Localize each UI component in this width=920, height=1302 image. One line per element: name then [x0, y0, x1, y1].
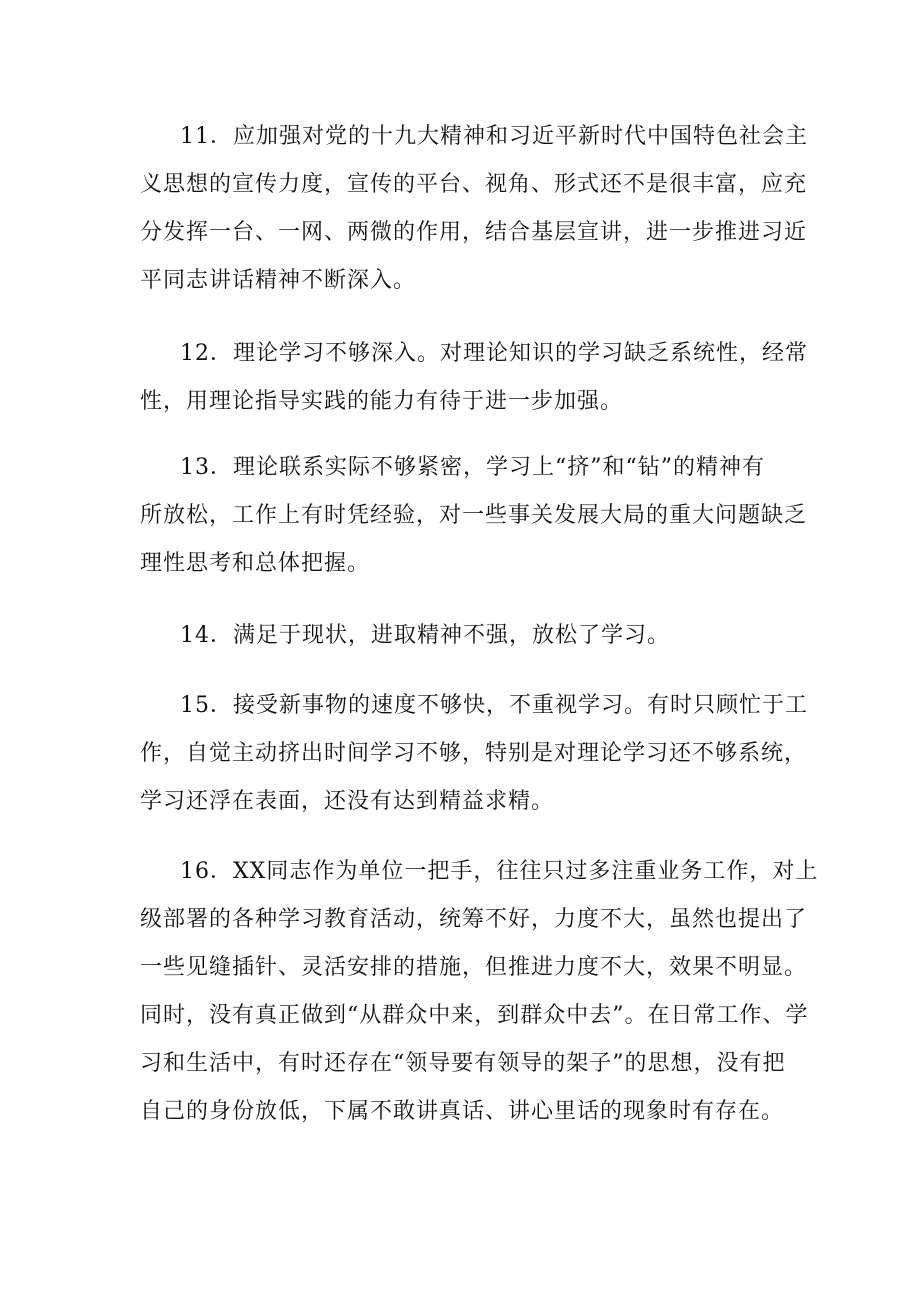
paragraph-line: 所放松，工作上有时凭经验，对一些事关发展大局的重大问题缺乏	[140, 503, 808, 528]
paragraph-13	[140, 444, 808, 588]
paragraph-16	[140, 848, 819, 1136]
paragraph-line: 级部署的各种学习教育活动，统筹不好，力度不大，虽然也提出了	[140, 907, 808, 932]
paragraph-12	[140, 330, 808, 426]
paragraph-line: 13．理论联系实际不够紧密，学习上“挤”和“钻”的精神有	[180, 455, 765, 480]
paragraph-line: 作，自觉主动挤出时间学习不够，特别是对理论学习还不够系统，	[140, 741, 808, 766]
paragraph-line: 14．满足于现状，进取精神不强，放松了学习。	[180, 623, 670, 648]
paragraph-line: 12．理论学习不够深入。对理论知识的学习缺乏系统性，经常	[180, 341, 808, 366]
paragraph-line: 性，用理论指导实践的能力有待于进一步加强。	[140, 389, 624, 414]
paragraph-line: 15．接受新事物的速度不够快，不重视学习。有时只顾忙于工	[180, 693, 808, 718]
paragraph-line: 同时，没有真正做到“从群众中来，到群众中去”。在日常工作、学	[140, 1003, 809, 1028]
paragraph-line: 一些见缝插针、灵活安排的措施，但推进力度不大，效果不明显。	[140, 955, 808, 980]
paragraph-line: 学习还浮在表面，还没有达到精益求精。	[140, 789, 555, 814]
paragraph-line: 分发挥一台、一网、两微的作用，结合基层宣讲，进一步推进习近	[140, 220, 808, 245]
paragraph-15	[140, 682, 808, 826]
paragraph-line: 习和生活中，有时还存在“领导要有领导的架子”的思想，没有把	[140, 1051, 786, 1076]
paragraph-line: 16．XX同志作为单位一把手，往往只过多注重业务工作，对上	[180, 859, 819, 884]
paragraph-11	[140, 113, 808, 305]
paragraph-line: 理性思考和总体把握。	[140, 551, 371, 576]
paragraph-line: 义思想的宣传力度，宣传的平台、视角、形式还不是很丰富，应充	[140, 172, 808, 197]
paragraph-14	[140, 612, 780, 660]
paragraph-line: 平同志讲话精神不断深入。	[140, 268, 417, 293]
paragraph-line: 11．应加强对党的十九大精神和习近平新时代中国特色社会主	[180, 124, 808, 149]
paragraph-line: 自己的身份放低，下属不敢讲真话、讲心里话的现象时有存在。	[140, 1099, 785, 1124]
